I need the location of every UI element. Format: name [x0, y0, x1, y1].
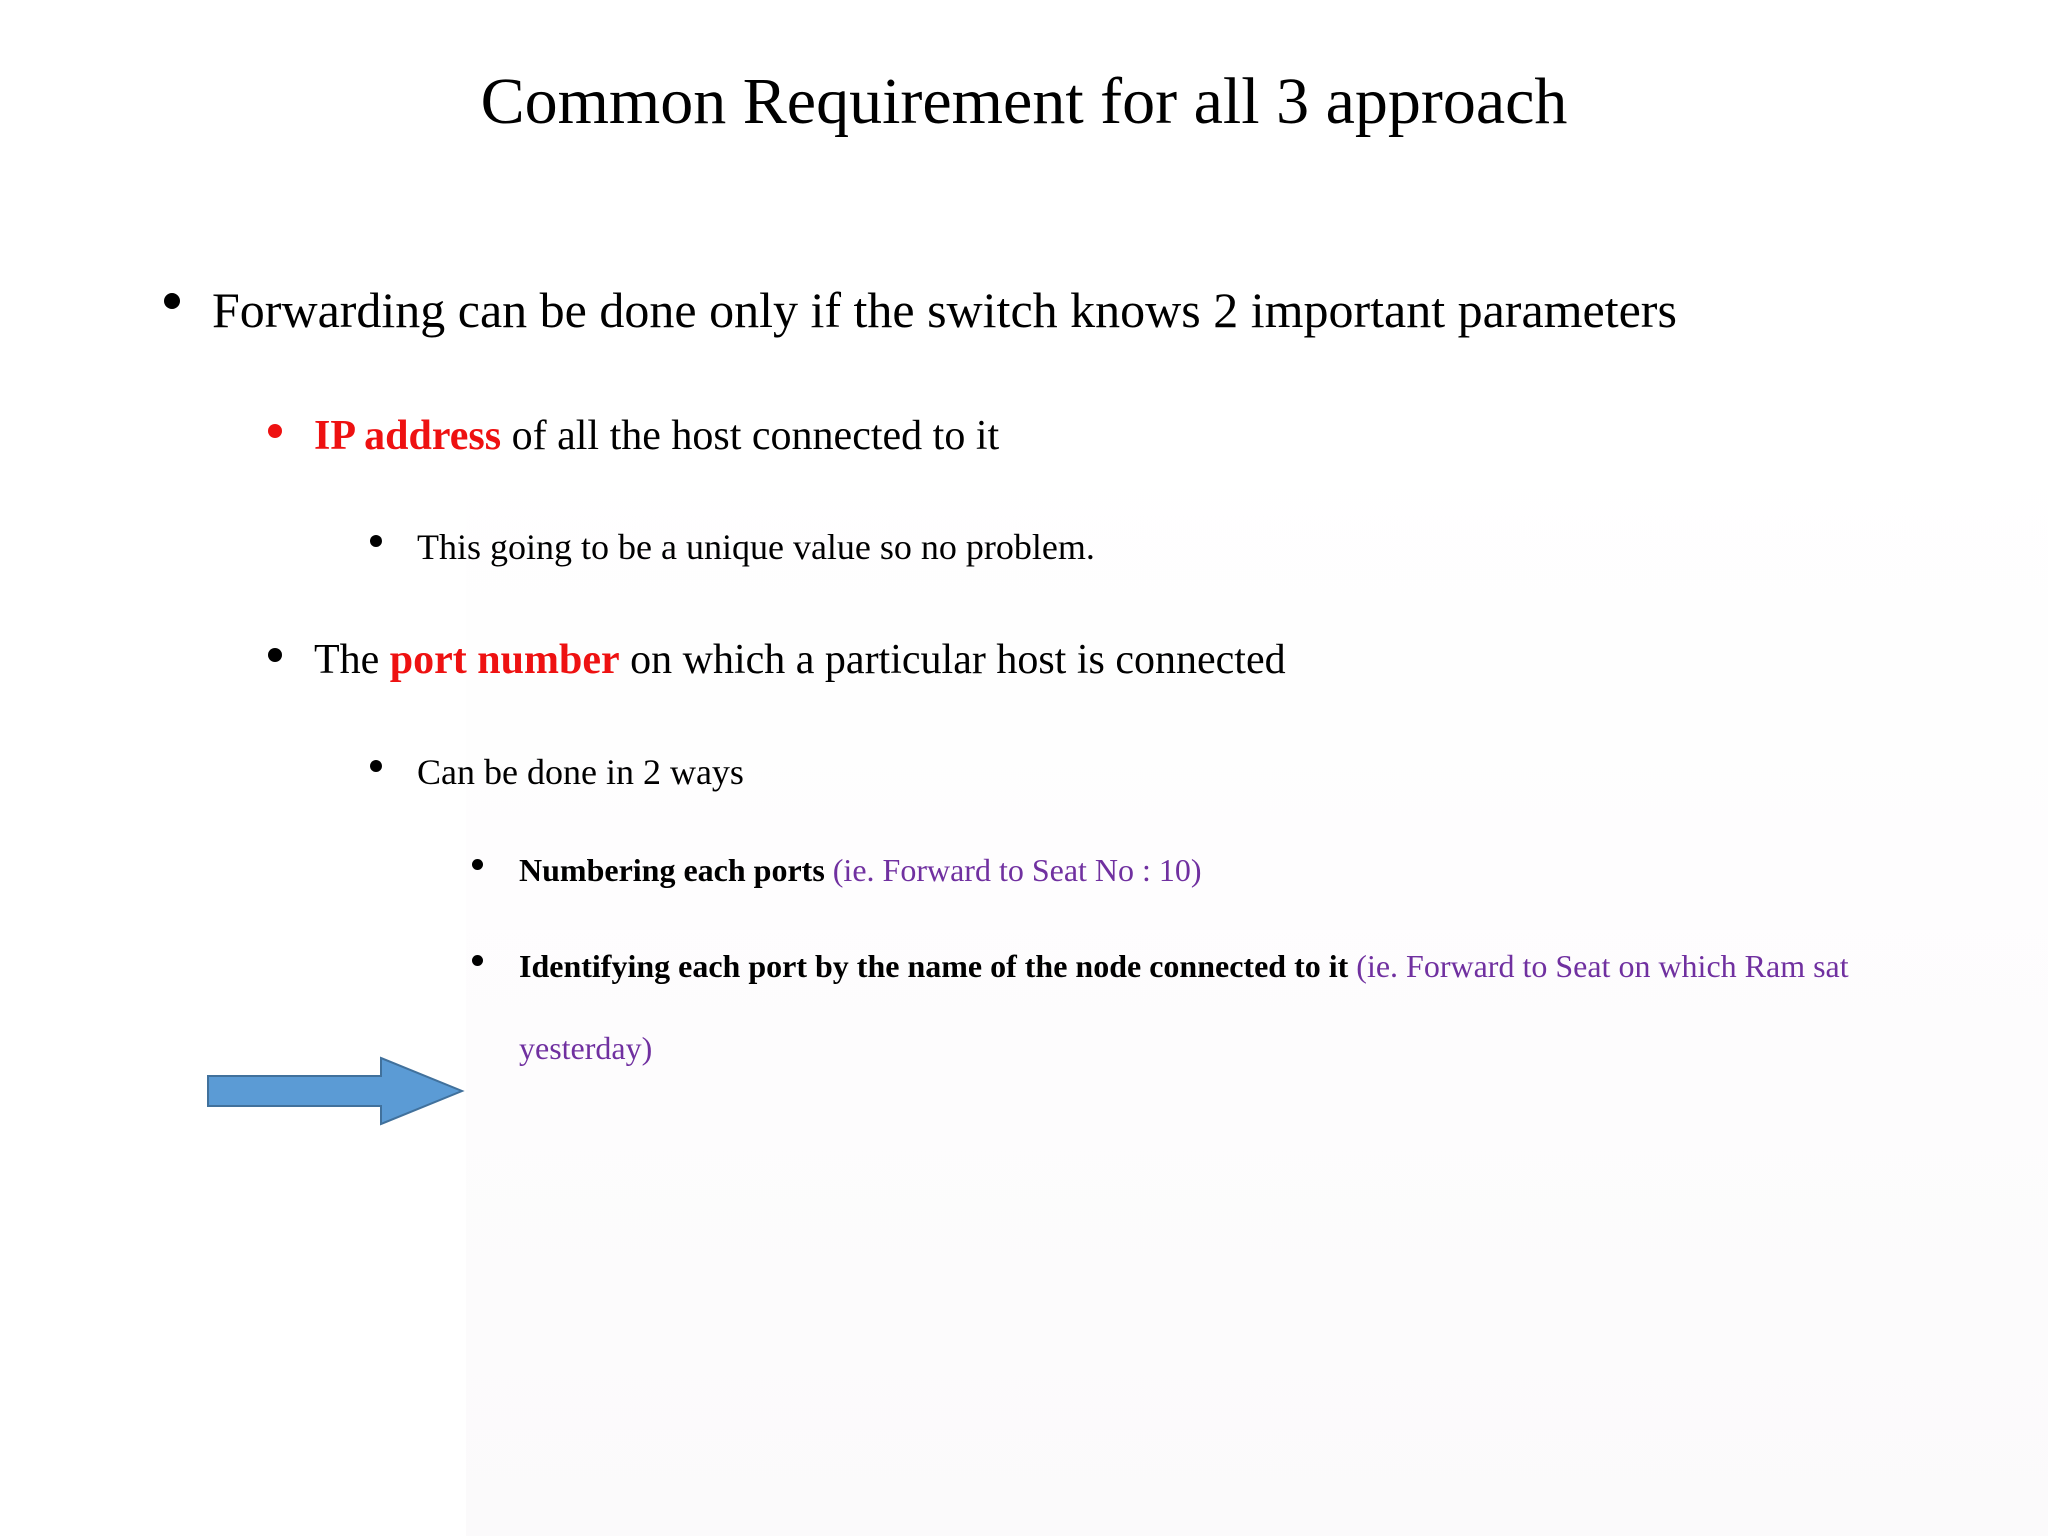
numbering-example: (ie. Forward to Seat No : 10) [824, 852, 1202, 888]
bullet-dot [164, 293, 180, 309]
port-number-highlight: port number [389, 637, 620, 683]
arrow-shape [208, 1058, 462, 1124]
bullet-numbering-ports [519, 850, 1202, 890]
right-arrow-icon [206, 1056, 466, 1126]
bullet-two-ways: Can be done in 2 ways [417, 752, 744, 792]
bullet-dot [472, 955, 483, 966]
bullet-dot [472, 859, 483, 870]
bullet-dot [370, 535, 382, 547]
bullet-forwarding: Forwarding can be done only if the switch knows 2 important parameters [212, 282, 1677, 338]
bullet-ip-unique: This going to be a unique value so no problem. [417, 527, 1095, 567]
ip-address-text: of all the host connected to it [501, 413, 1000, 459]
port-number-text: on which a particular host is connected [619, 637, 1286, 683]
bullet-ip-address [314, 410, 999, 462]
bullet-port-number [314, 634, 1286, 686]
ip-address-highlight: IP address [314, 413, 502, 459]
bullet-dot-red [268, 424, 282, 438]
identifying-label: Identifying each port by the name of the node connected to it [519, 948, 1349, 984]
identifying-example: (ie. Forward to Seat on which Ram sat [1348, 948, 1849, 984]
port-number-prefix: The [314, 637, 390, 683]
bullet-identifying-ports [519, 946, 1849, 986]
numbering-label: Numbering each ports [519, 852, 825, 888]
identifying-example-continued: yesterday) [519, 1030, 653, 1066]
bullet-dot [268, 648, 282, 662]
bullet-dot [370, 760, 382, 772]
slide-title: Common Requirement for all 3 approach [480, 65, 1568, 138]
